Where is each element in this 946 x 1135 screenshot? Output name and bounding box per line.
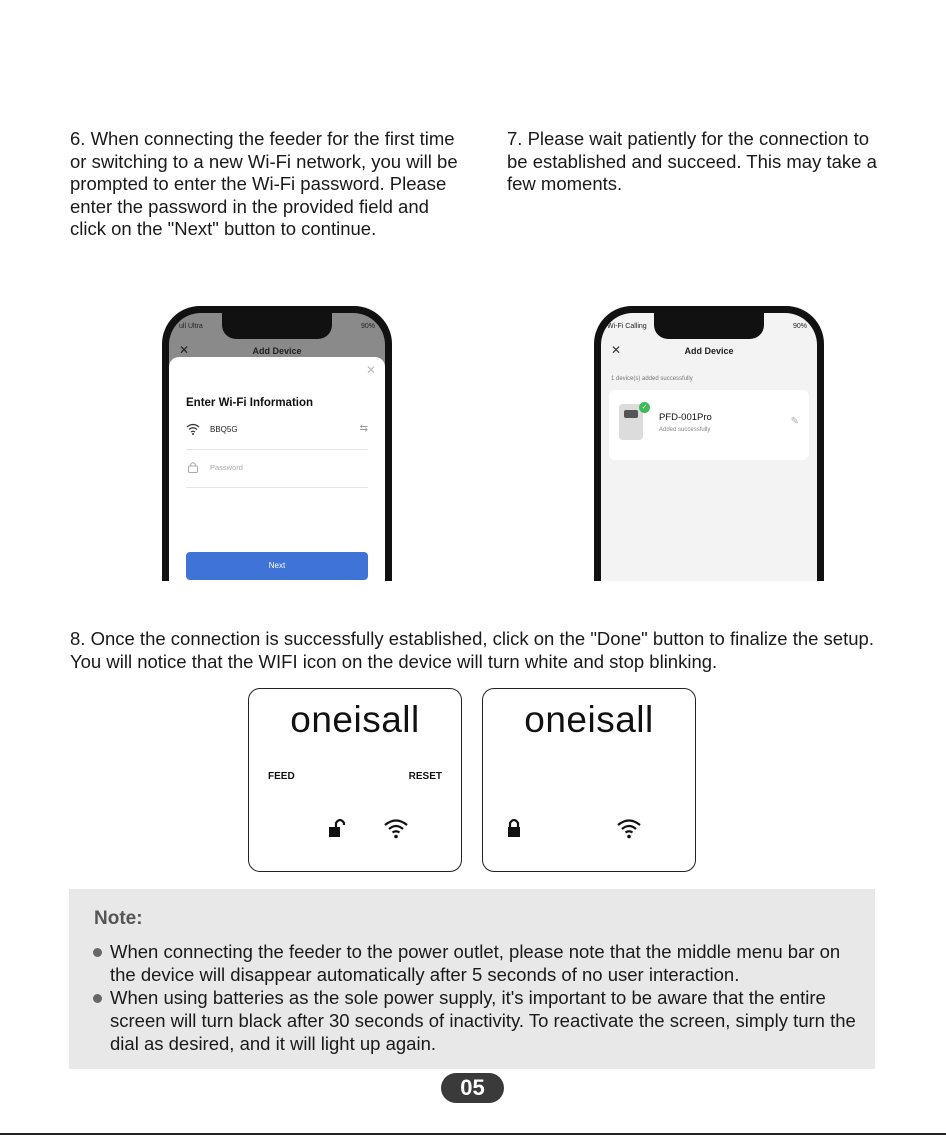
phone-screen <box>601 313 817 581</box>
close-icon[interactable]: ✕ <box>179 343 190 357</box>
phone-notch <box>222 313 332 339</box>
note-item: When connecting the feeder to the power outlet, please note that the middle menu bar on the device will disappear automatically after 5 seconds of no user interaction. <box>93 940 863 986</box>
reset-label: RESET <box>408 771 442 782</box>
ssid-value: BBQ5G <box>210 425 238 434</box>
battery-label: 90% <box>360 323 375 330</box>
device-name: PFD-001Pro <box>659 412 712 423</box>
device-card[interactable] <box>609 390 809 460</box>
note-item: When using batteries as the sole power supply, it's important to be aware that the entire screen will turn black after 30 seconds of inactivity. To reactivate the screen, simply turn the dial as desired, and it will light up again. <box>93 986 863 1055</box>
carrier-label: Wi-Fi Calling <box>607 323 647 330</box>
screen-title: Add Device <box>684 346 734 356</box>
phone-screen <box>169 313 385 581</box>
wifi-icon <box>186 423 200 435</box>
step-6-text: 6. When connecting the feeder for the first time or switching to a new Wi-Fi network, you will be prompted to enter the Wi-Fi password. Please enter the password in the provided field and click on the "Next" button to continue. <box>70 128 458 239</box>
feed-label: FEED <box>268 771 295 782</box>
page-number: 05 <box>441 1073 504 1103</box>
device-panel-before <box>248 688 462 872</box>
locked-lock-icon <box>505 817 523 839</box>
brand-logo: oneisall <box>524 699 654 740</box>
wifi-icon <box>616 817 642 839</box>
phone-notch <box>654 313 764 339</box>
note-list <box>93 940 863 1055</box>
carrier-label: ull Ultra <box>179 323 203 330</box>
device-status: Added successfully <box>659 427 711 433</box>
sheet-close-icon[interactable]: ✕ <box>365 363 376 377</box>
device-panel-after <box>482 688 696 872</box>
lock-icon <box>187 461 199 473</box>
password-placeholder: Password <box>210 463 243 472</box>
check-icon: ✓ <box>639 402 650 413</box>
wifi-ssid-field[interactable] <box>186 423 368 450</box>
battery-label: 90% <box>792 323 807 330</box>
close-icon[interactable]: ✕ <box>611 343 622 357</box>
switch-network-icon[interactable]: ⇆ <box>359 423 368 434</box>
unlocked-lock-icon <box>327 817 349 839</box>
success-message: 1 device(s) added successfully <box>611 376 693 382</box>
step-8-text: 8. Once the connection is successfully established, click on the "Done" button to finalize the setup. You will notice that the WIFI icon on the device will turn white and stop blinking. <box>70 628 874 672</box>
sheet-heading: Enter Wi-Fi Information <box>186 397 314 409</box>
brand-logo: oneisall <box>290 699 420 740</box>
wifi-sheet <box>169 357 385 581</box>
next-button[interactable]: Next <box>186 552 368 580</box>
phone-success-screenshot <box>594 306 824 581</box>
password-field[interactable] <box>186 461 368 488</box>
wifi-icon <box>383 817 409 839</box>
screen-title: Add Device <box>252 346 302 356</box>
edit-icon[interactable]: ✎ <box>790 416 799 427</box>
phone-wifi-info-screenshot <box>162 306 392 581</box>
note-title: Note: <box>94 908 143 929</box>
step-7-text: 7. Please wait patiently for the connection to be established and succeed. This may take a few moments. <box>507 128 877 194</box>
note-box <box>69 889 875 1069</box>
